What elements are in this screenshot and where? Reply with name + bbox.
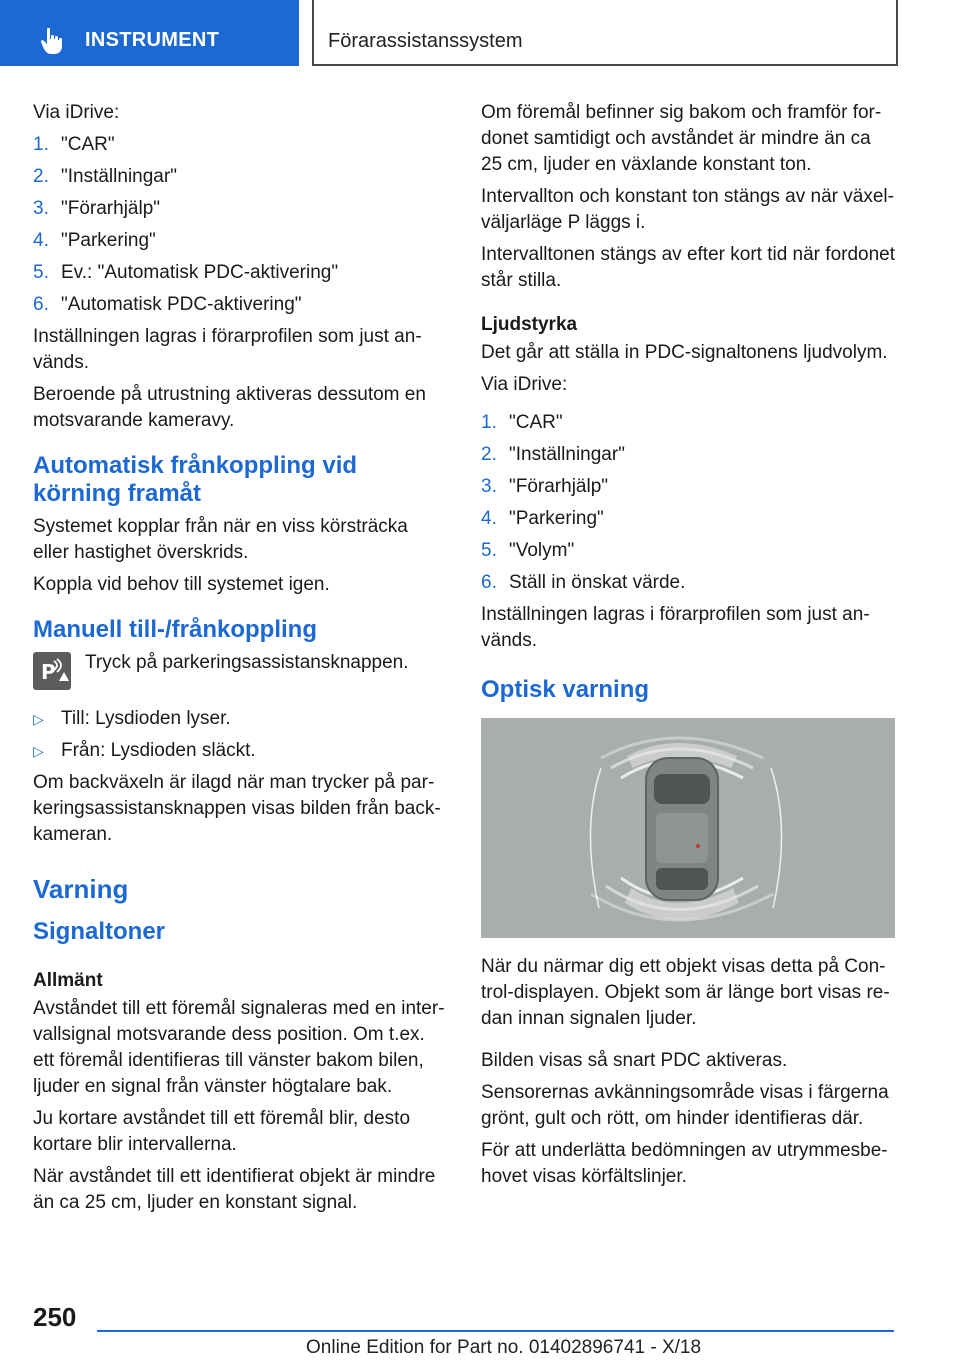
paragraph: Inställningen lagras i förarprofilen som just används. — [33, 326, 422, 373]
step-number: 4. — [33, 230, 49, 251]
heading-auto-disconnect: Automatisk frånkoppling vid körning framåt — [33, 452, 358, 507]
step-text: "Inställningar" — [509, 444, 625, 465]
step-number: 2. — [481, 444, 497, 465]
section-title: Förarassistanssystem — [328, 30, 523, 52]
step-number: 5. — [481, 540, 497, 561]
paragraph: När du närmar dig ett objekt visas detta på Control-displayen. Objekt som är länge bort visas redan innan signalen ljuder. — [481, 956, 890, 1029]
step-text: "Inställningar" — [61, 166, 177, 187]
list-item — [481, 410, 897, 436]
page-header — [0, 0, 960, 66]
step-text: "Parkering" — [509, 508, 604, 529]
svg-text:P: P — [41, 660, 56, 684]
pointing-hand-icon — [38, 26, 68, 56]
left-column — [33, 100, 449, 1222]
list-item — [481, 538, 897, 564]
step-text: Ev.: "Automatisk PDC-aktivering" — [61, 262, 339, 283]
paragraph: Det går att ställa in PDC-signaltonens ljudvolym. — [481, 342, 888, 363]
paragraph: För att underlätta bedömningen av utrymmesbehovet visas körfältslinjer. — [481, 1140, 888, 1187]
via-idrive-text: Via iDrive: — [33, 102, 120, 123]
triangle-bullet-icon: ▷ — [33, 743, 44, 759]
edition-footer: Online Edition for Part no. 01402896741 - X/18 — [306, 1337, 702, 1358]
section-tab — [312, 0, 898, 66]
step-number: 1. — [481, 412, 497, 433]
list-item — [33, 196, 449, 222]
heading-general: Allmänt — [33, 970, 103, 991]
chapter-title: INSTRUMENT — [85, 29, 220, 51]
step-number: 1. — [33, 134, 49, 155]
step-text: "Volym" — [509, 540, 575, 561]
bullet-text: Till: Lysdioden lyser. — [61, 708, 231, 729]
steps-list-volume — [481, 410, 897, 596]
step-number: 2. — [33, 166, 49, 187]
page-number: 250 — [33, 1302, 77, 1332]
heading-volume: Ljudstyrka — [481, 314, 578, 335]
paragraph: När avståndet till ett identifierat objekt är mindre än ca 25 cm, ljuder en konstant signal. — [33, 1166, 436, 1213]
button-instruction: Tryck på parkeringsassistansknappen. — [85, 652, 409, 673]
heading-manual-toggle: Manuell till-/frånkoppling — [33, 616, 317, 643]
list-item — [33, 292, 449, 318]
chapter-tab — [0, 0, 299, 66]
right-column — [481, 100, 897, 1196]
paragraph: Ju kortare avståndet till ett föremål blir, desto kortare blir intervallerna. — [33, 1108, 411, 1155]
heading-signal-tones: Signaltoner — [33, 918, 166, 945]
car-top-view-image — [481, 718, 895, 938]
list-item — [481, 570, 897, 596]
paragraph: Systemet kopplar från när en viss körsträcka eller hastighet överskrids. — [33, 516, 408, 563]
step-text: "Parkering" — [61, 230, 156, 251]
paragraph: Om föremål befinner sig bakom och framför fordonet samtidigt och avståndet är mindre än ca 25 cm, ljuder en växlande konstant ton. — [481, 102, 882, 175]
step-text: Ställ in önskat värde. — [509, 572, 686, 593]
bullet-text: Från: Lysdioden släckt. — [61, 740, 256, 761]
list-item — [33, 260, 449, 286]
step-text: "Automatisk PDC-aktivering" — [61, 294, 302, 315]
paragraph: Intervallton och konstant ton stängs av när växelväljarläge P läggs i. — [481, 186, 894, 233]
step-number: 5. — [33, 262, 49, 283]
step-text: "Förarhjälp" — [509, 476, 609, 497]
heading-optical-warning: Optisk varning — [481, 676, 650, 703]
paragraph: Om backväxeln är ilagd när man trycker på parkeringsassistansknappen visas bilden från backkameran. — [33, 772, 441, 845]
step-text: "CAR" — [509, 412, 563, 433]
list-item — [33, 738, 449, 764]
parking-assist-button-icon — [33, 652, 71, 690]
list-item — [33, 706, 449, 732]
paragraph: Intervalltonen stängs av efter kort tid när fordonet står stilla. — [481, 244, 896, 291]
paragraph: Sensorernas avkänningsområde visas i färgerna grönt, gult och rött, om hinder identifieras där. — [481, 1082, 889, 1129]
paragraph: Avståndet till ett föremål signaleras med en intervallsignal motsvarande dess position. Om t.ex. ett föremål identifieras till vänster bakom bilen, ljuder en signal från vänster högtalare bak. — [33, 998, 445, 1097]
step-number: 4. — [481, 508, 497, 529]
pdc-display-illustration — [481, 718, 895, 938]
step-text: "Förarhjälp" — [61, 198, 161, 219]
button-instruction-row — [33, 650, 449, 690]
heading-warning: Varning — [33, 874, 129, 904]
list-item — [33, 228, 449, 254]
list-item — [33, 164, 449, 190]
led-status-list — [33, 706, 449, 764]
paragraph: Koppla vid behov till systemet igen. — [33, 574, 330, 595]
list-item — [481, 474, 897, 500]
footer-divider — [97, 1330, 894, 1332]
step-number: 6. — [481, 572, 497, 593]
triangle-bullet-icon: ▷ — [33, 711, 44, 727]
paragraph: Beroende på utrustning aktiveras dessutom en motsvarande kameravy. — [33, 384, 426, 431]
list-item — [481, 442, 897, 468]
step-number: 6. — [33, 294, 49, 315]
list-item — [33, 132, 449, 158]
steps-list-pdc — [33, 132, 449, 318]
step-number: 3. — [481, 476, 497, 497]
paragraph: Bilden visas så snart PDC aktiveras. — [481, 1050, 788, 1071]
list-item — [481, 506, 897, 532]
paragraph: Inställningen lagras i förarprofilen som just används. — [481, 604, 870, 651]
parking-p-icon — [33, 652, 71, 690]
via-idrive-text: Via iDrive: — [481, 374, 568, 395]
step-text: "CAR" — [61, 134, 115, 155]
step-number: 3. — [33, 198, 49, 219]
